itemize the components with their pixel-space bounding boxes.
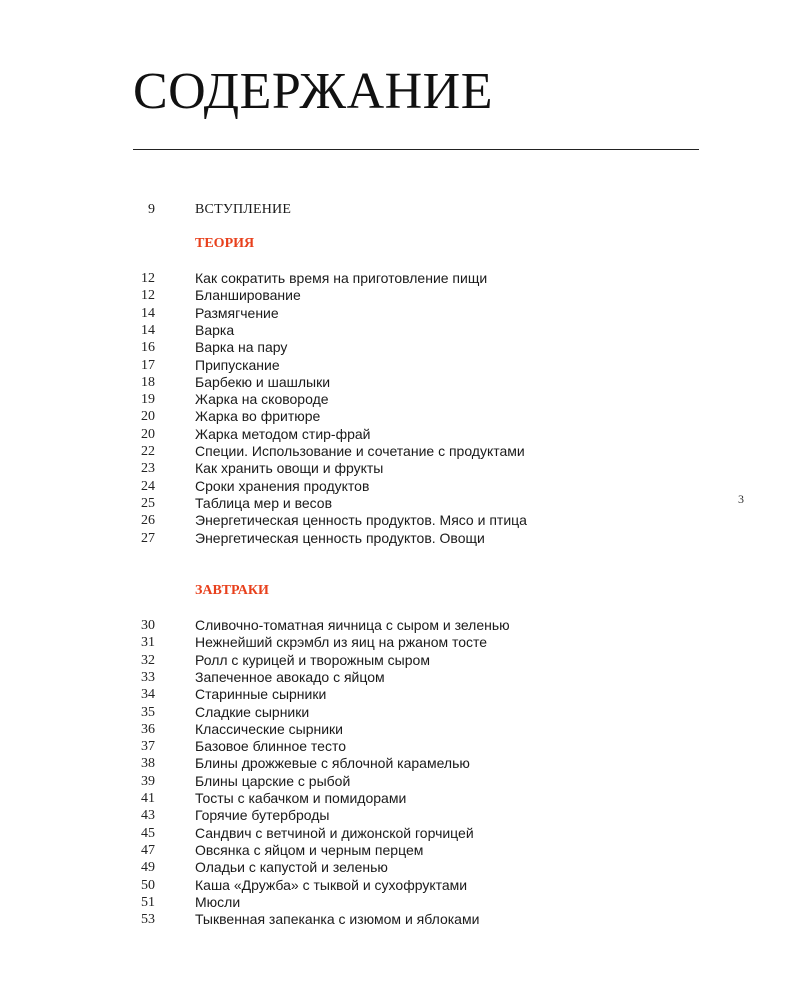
toc-entry-title: Жарка на сковороде [195,391,329,408]
toc-page-number: 24 [141,478,155,494]
toc-page-number: 49 [141,860,155,876]
toc-entry[interactable] [0,426,800,443]
toc-page-number: 45 [141,825,155,841]
toc-page-number: 26 [141,513,155,529]
intro-page-number: 9 [148,202,155,217]
toc-page-number: 23 [141,461,155,477]
toc-entry-title: Как хранить овощи и фрукты [195,460,384,477]
toc-entry-title: Барбекю и шашлыки [195,373,331,390]
toc-entry-title: Таблица мер и весов [195,494,333,511]
section-heading: ТЕОРИЯ [195,236,255,251]
toc-entry[interactable] [0,339,800,356]
toc-page-number: 36 [141,721,155,737]
toc-entry[interactable] [0,894,800,911]
toc-page-number: 12 [141,288,155,304]
toc-page-number: 20 [141,409,155,425]
toc-entry[interactable] [0,460,800,477]
toc-page-number: 38 [141,756,155,772]
toc-entry[interactable] [0,530,800,547]
toc-entry[interactable] [0,911,800,928]
toc-entry[interactable] [0,495,800,512]
toc-entry-title: Размягчение [195,304,279,321]
toc-page-number: 43 [141,808,155,824]
toc-page-number: 35 [141,704,155,720]
toc-entry[interactable] [0,652,800,669]
toc-entry-title: Мюсли [195,893,241,910]
intro-link[interactable]: ВСТУПЛЕНИЕ [195,202,292,217]
toc-entry[interactable] [0,790,800,807]
toc-entry-title: Как сократить время на приготовление пищи [195,270,488,286]
toc-entry[interactable] [0,773,800,790]
toc-entry-title: Сливочно-томатная яичница с сыром и зеленью [195,617,510,633]
toc-page-number: 47 [141,842,155,858]
toc-entry-title: Варка на пару [195,339,288,356]
toc-entry[interactable] [0,704,800,721]
toc-entry-title: Горячие бутерброды [195,807,330,824]
toc-page-number: 32 [141,652,155,668]
toc-entry[interactable] [0,669,800,686]
toc-entry-title: Энергетическая ценность продуктов. Мясо и птица [195,512,527,529]
toc-page-number: 30 [141,618,155,633]
toc-entry[interactable] [0,755,800,772]
toc-entry-title: Базовое блинное тесто [195,738,346,755]
toc-page-number: 33 [141,669,155,685]
toc-entry[interactable] [0,443,800,460]
toc-page-number: 25 [141,495,155,511]
toc-page-number: 16 [141,340,155,356]
toc-page-number: 31 [141,635,155,651]
toc-entry[interactable] [0,634,800,651]
toc-page-number: 39 [141,773,155,789]
toc-entry[interactable] [0,512,800,529]
toc-entry-title: Классические сырники [195,720,343,737]
title-divider [133,149,699,150]
toc-entry-title: Нежнейший скрэмбл из яиц на ржаном тосте [195,634,488,651]
toc-entry-title: Запеченное авокадо с яйцом [195,668,385,685]
toc-entry-title: Сладкие сырники [195,703,310,720]
toc-entry-title: Овсянка с яйцом и черным перцем [195,841,424,858]
toc-page-number: 51 [141,894,155,910]
toc-page-number: 27 [141,530,155,546]
toc-entry-title: Блины царские с рыбой [195,772,351,789]
toc-entry[interactable] [0,270,800,287]
toc-entry[interactable] [0,877,800,894]
toc-entry[interactable] [0,686,800,703]
toc-entry-title: Энергетическая ценность продуктов. Овощи [195,529,485,546]
toc-entry-title: Припускание [195,356,280,373]
toc-entry[interactable] [0,825,800,842]
toc-page-number: 50 [141,877,155,893]
toc-page-number: 12 [141,271,155,286]
toc-entry[interactable] [0,357,800,374]
toc-entry[interactable] [0,721,800,738]
toc-entry-title: Сандвич с ветчиной и дижонской горчицей [195,824,474,841]
toc-entry[interactable] [0,305,800,322]
toc-entry[interactable] [0,374,800,391]
toc-entry-title: Каша «Дружба» с тыквой и сухофруктами [195,876,468,893]
toc-entry-title: Сроки хранения продуктов [195,477,370,494]
toc-page-number: 34 [141,687,155,703]
toc-entry[interactable] [0,478,800,495]
toc-page-number: 37 [141,739,155,755]
toc-entry-title: Бланширование [195,287,301,304]
toc-page-number: 41 [141,791,155,806]
toc-entry[interactable] [0,408,800,425]
toc-entry-title: Оладьи с капустой и зеленью [195,859,388,876]
toc-page-number: 22 [141,444,155,459]
toc-entry[interactable] [0,617,800,634]
toc-page-number: 14 [141,305,155,321]
toc-entry-title: Тыквенная запеканка с изюмом и яблоками [195,911,480,928]
toc-entry-title: Ролл с курицей и творожным сыром [195,651,430,668]
toc-entry-title: Тосты с кабачком и помидорами [195,790,407,806]
toc-entry-title: Старинные сырники [195,686,327,703]
toc-entry-title: Специи. Использование и сочетание с продуктами [195,443,525,459]
toc-entry[interactable] [0,859,800,876]
toc-page-number: 19 [141,392,155,408]
page-folio: 3 [738,492,744,506]
toc-entry[interactable] [0,391,800,408]
toc-page-number: 53 [141,912,155,928]
toc-entry[interactable] [0,738,800,755]
toc-entry-title: Жарка методом стир-фрай [195,425,371,442]
toc-entry-title: Блины дрожжевые с яблочной карамелью [195,755,470,772]
section-heading: ЗАВТРАКИ [195,583,269,598]
toc-page-number: 17 [141,357,155,373]
toc-page-number: 18 [141,374,155,390]
toc-entry[interactable] [0,842,800,859]
toc-entry-title: Варка [195,321,235,338]
toc-entry[interactable] [0,322,800,339]
toc-entry-title: Жарка во фритюре [195,408,321,425]
toc-page-number: 14 [141,322,155,338]
toc-entry[interactable] [0,807,800,824]
toc-entry[interactable] [0,287,800,304]
toc-page-number: 20 [141,426,155,442]
page-title: СОДЕРЖАНИЕ [133,63,493,120]
